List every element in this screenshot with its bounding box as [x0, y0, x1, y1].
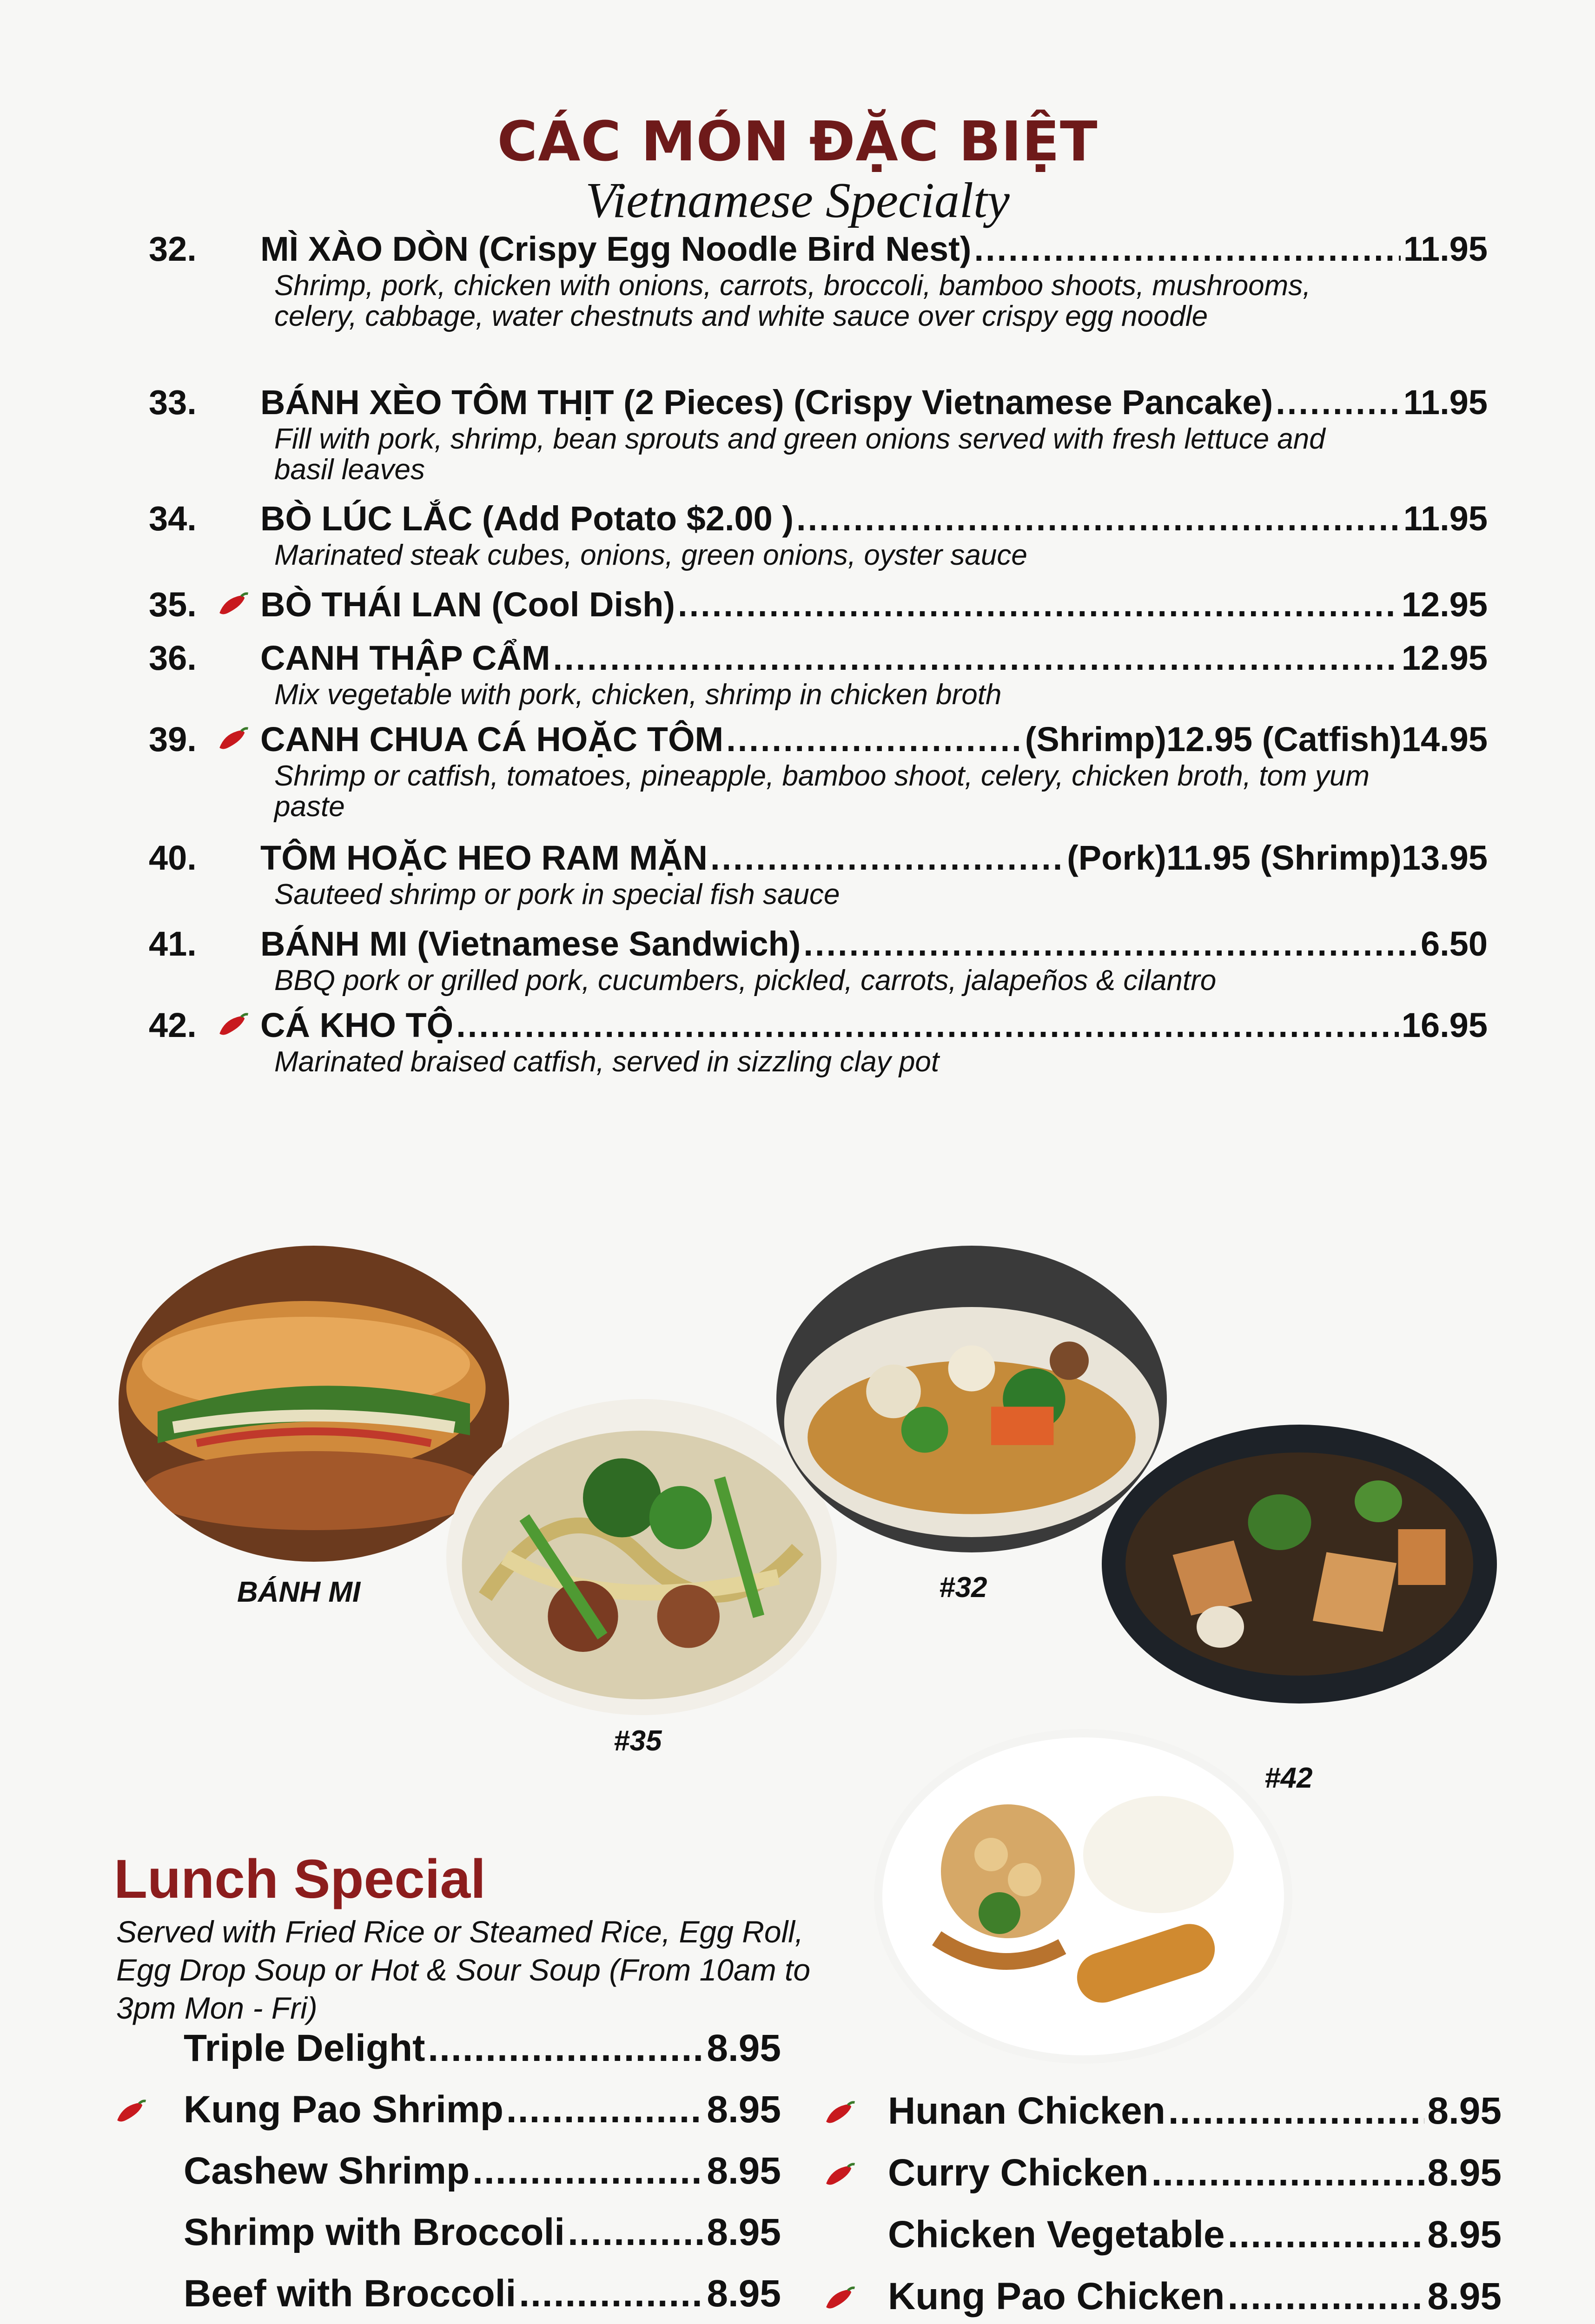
dot-leader [1276, 381, 1401, 424]
item-row [153, 637, 1488, 680]
item-description: BBQ pork or grilled pork, cucumbers, pickled, carrots, jalapeños & cilantro [274, 964, 1217, 997]
lunch-item-price: 8.95 [707, 2272, 781, 2315]
item-name: MÌ XÀO DÒN (Crispy Egg Noodle Bird Nest) [260, 230, 972, 268]
lunch-item-name: Kung Pao Shrimp [184, 2088, 503, 2131]
item-name: CANH CHUA CÁ HOẶC TÔM [260, 720, 724, 759]
dish-42-photo [1102, 1425, 1497, 1703]
item-row [153, 1004, 1488, 1047]
lunch-special-photo [874, 1729, 1292, 2064]
item-number: 34. [149, 499, 197, 538]
item-row [153, 583, 1488, 626]
lunch-item-name: Curry Chicken [888, 2152, 1149, 2194]
lunch-item [888, 2275, 1502, 2318]
item-price: 11.95 [1403, 383, 1488, 422]
dot-leader [726, 718, 1022, 761]
dot-leader [1227, 2275, 1424, 2318]
specialty-item [149, 583, 1488, 626]
chili-pepper-icon [216, 591, 250, 617]
item-name: CANH THẬP CẨM [260, 639, 550, 677]
item-description: Mix vegetable with pork, chicken, shrimp in chicken broth [274, 679, 1002, 711]
lunch-item-price: 8.95 [1427, 2152, 1502, 2194]
lunch-item-price: 8.95 [707, 2088, 781, 2131]
lunch-item-price: 8.95 [707, 2150, 781, 2192]
dot-leader [974, 228, 1400, 271]
dot-leader [1228, 2213, 1425, 2257]
item-number: 35. [149, 585, 197, 624]
dish-32-caption: #32 [939, 1571, 987, 1604]
item-row [153, 837, 1488, 879]
chili-pepper-icon [823, 2100, 856, 2126]
item-name: CÁ KHO TỘ [260, 1006, 454, 1044]
item-price: 11.95 [1403, 230, 1488, 268]
item-number: 40. [149, 838, 197, 877]
specialty-item [149, 837, 1488, 911]
lunch-item-price: 8.95 [1427, 2213, 1502, 2256]
dish-32-photo [776, 1246, 1167, 1552]
page-title: CÁC MÓN ĐẶC BIỆT [497, 109, 1098, 173]
item-price: 16.95 [1401, 1006, 1488, 1044]
item-price: 12.95 [1401, 639, 1488, 677]
specialty-item [149, 718, 1488, 823]
specialty-item [149, 637, 1488, 711]
item-number: 33. [149, 383, 197, 422]
chili-pepper-icon [114, 2098, 147, 2124]
lunch-item-price: 8.95 [707, 2027, 781, 2069]
chili-pepper-icon [216, 726, 250, 752]
lunch-item-name: Triple Delight [184, 2027, 425, 2069]
dot-leader [710, 837, 1064, 879]
lunch-item-name: Hunan Chicken [888, 2090, 1165, 2132]
item-row [153, 497, 1488, 540]
item-number: 39. [149, 720, 197, 759]
dot-leader [568, 2211, 704, 2254]
dot-leader [456, 1004, 1399, 1047]
banh-mi-photo [119, 1246, 509, 1562]
item-price: 6.50 [1420, 924, 1488, 963]
page-subtitle: Vietnamese Specialty [585, 173, 1010, 228]
chili-pepper-icon [216, 1011, 250, 1037]
item-name: BÒ THÁI LAN (Cool Dish) [260, 585, 675, 624]
item-description: Sauteed shrimp or pork in special fish sauce [274, 878, 840, 911]
lunch-item [888, 2089, 1502, 2133]
lunch-special-title: Lunch Special [114, 1849, 486, 1910]
item-description: Shrimp or catfish, tomatoes, pineapple, bamboo shoot, celery, chicken broth, tom yum paste [274, 760, 1370, 823]
lunch-item-price: 8.95 [1427, 2090, 1502, 2132]
lunch-item-price: 8.95 [707, 2211, 781, 2253]
dot-leader [1152, 2151, 1425, 2195]
item-price: (Pork)11.95 (Shrimp)13.95 [1067, 838, 1488, 877]
lunch-item-name: Kung Pao Chicken [888, 2275, 1225, 2317]
item-description: Fill with pork, shrimp, bean sprouts and green onions served with fresh lettuce and basil leaves [274, 423, 1325, 486]
lunch-item-name: Cashew Shrimp [184, 2150, 470, 2192]
item-name: BÒ LÚC LẮC (Add Potato $2.00 ) [260, 499, 794, 538]
specialty-item [149, 497, 1488, 571]
item-description: Marinated braised catfish, served in sizzling clay pot [274, 1046, 940, 1078]
lunch-item [184, 2088, 781, 2132]
item-price: (Shrimp)12.95 (Catfish)14.95 [1025, 720, 1488, 759]
specialty-item [149, 381, 1488, 486]
dish-35-caption: #35 [614, 1725, 662, 1757]
dot-leader [428, 2027, 704, 2070]
lunch-item-name: Shrimp with Broccoli [184, 2211, 565, 2253]
dot-leader [506, 2088, 704, 2132]
item-price: 11.95 [1403, 499, 1488, 538]
lunch-special-note: Served with Fried Rice or Steamed Rice, Egg Roll, Egg Drop Soup or Hot & Sour Soup (From 10am to 3pm Mon - Fri) [116, 1915, 811, 2025]
chili-pepper-icon [823, 2285, 856, 2311]
dish-35-photo [446, 1399, 837, 1715]
dish-42-caption: #42 [1264, 1762, 1313, 1794]
lunch-item [184, 2211, 781, 2254]
item-number: 41. [149, 924, 197, 963]
item-name: TÔM HOẶC HEO RAM MẶN [260, 838, 708, 877]
lunch-item-name: Beef with Broccoli [184, 2272, 516, 2315]
item-name: BÁNH XÈO TÔM THỊT (2 Pieces) (Crispy Vietnamese Pancake) [260, 383, 1273, 422]
lunch-item [888, 2213, 1502, 2257]
dot-leader [678, 583, 1399, 626]
lunch-item-name: Chicken Vegetable [888, 2213, 1225, 2256]
lunch-item [184, 2027, 781, 2070]
dot-leader [803, 923, 1418, 965]
dot-leader [553, 637, 1399, 680]
chili-pepper-icon [823, 2161, 856, 2187]
lunch-item [184, 2149, 781, 2193]
item-number: 36. [149, 639, 197, 677]
item-number: 42. [149, 1006, 197, 1044]
lunch-item [888, 2151, 1502, 2195]
lunch-item [184, 2272, 781, 2316]
item-row [153, 228, 1488, 271]
item-row [153, 381, 1488, 424]
specialty-item [149, 1004, 1488, 1078]
specialty-item [149, 923, 1488, 997]
dot-leader [1168, 2089, 1425, 2133]
specialty-item [149, 228, 1488, 332]
item-price: 12.95 [1401, 585, 1488, 624]
item-name: BÁNH MI (Vietnamese Sandwich) [260, 924, 801, 963]
lunch-item-price: 8.95 [1427, 2275, 1502, 2317]
item-row [153, 923, 1488, 965]
item-row [153, 718, 1488, 761]
dot-leader [519, 2272, 704, 2316]
banh-mi-caption: BÁNH MI [237, 1576, 361, 1608]
dot-leader [472, 2149, 704, 2193]
item-description: Shrimp, pork, chicken with onions, carrots, broccoli, bamboo shoots, mushrooms, celery, cabbage, water chestnuts and white sauce over crispy egg noodle [274, 270, 1311, 332]
item-number: 32. [149, 230, 197, 268]
dot-leader [796, 497, 1401, 540]
item-description: Marinated steak cubes, onions, green onions, oyster sauce [274, 539, 1027, 571]
